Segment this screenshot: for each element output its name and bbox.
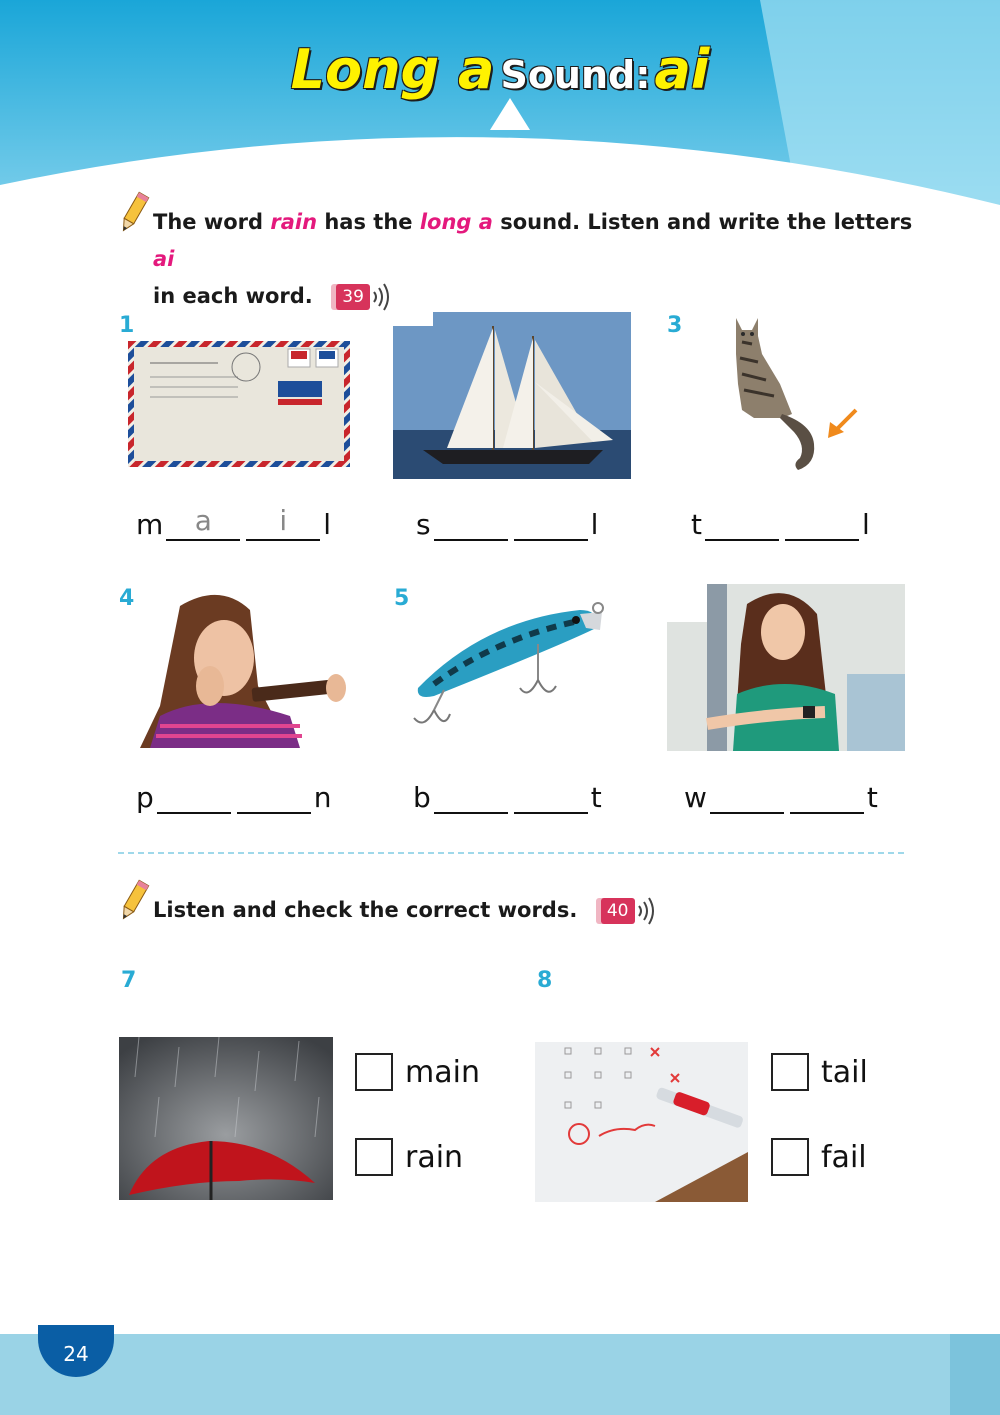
sound-icon [635,896,659,926]
failed-test-picture [535,1042,748,1202]
pencil-icon [116,190,150,236]
track-number: 39 [336,284,370,310]
girl-toothache-picture [140,586,348,748]
envelope-picture [128,341,350,467]
section-divider [118,852,904,854]
option-fail: fail [771,1138,867,1176]
blank-input[interactable] [790,776,864,814]
blank-input[interactable] [514,503,588,541]
track-number: 40 [601,898,635,924]
word-4: p n [136,776,332,814]
item-number-8: 8 [537,968,553,993]
blank-input[interactable] [785,503,859,541]
sound-icon [370,282,394,312]
word-1: m a i l [136,504,332,541]
title-long-a: Long a [290,38,495,101]
option-main: main [355,1053,480,1091]
page-number: 24 [38,1325,114,1377]
blank-input[interactable] [237,776,311,814]
title-sound: Sound: [500,53,651,97]
word-6: w t [684,776,878,814]
option-rain: rain [355,1138,463,1176]
checkbox[interactable] [355,1138,393,1176]
header-background [0,0,1000,215]
checkbox[interactable] [771,1053,809,1091]
footer-bar [0,1334,1000,1415]
umbrella-rain-picture [119,1037,333,1200]
item-number-7: 7 [121,968,137,993]
blank-input[interactable]: i [246,503,320,541]
woman-watch-picture [667,584,905,751]
fishing-lure-picture [404,600,606,736]
option-tail: tail [771,1053,868,1091]
blank-input[interactable] [434,503,508,541]
word-3: t l [691,503,870,541]
blank-input[interactable] [157,776,231,814]
blank-input[interactable] [514,776,588,814]
title-ai: ai [654,38,710,101]
pencil-icon [116,878,150,924]
item-number-1: 1 [119,313,135,338]
blank-input[interactable] [434,776,508,814]
instruction-1: The word rain has the long a sound. Listen and write the letters ai in each word. 39 [153,204,913,315]
checkbox[interactable] [771,1138,809,1176]
sailboat-picture [393,312,631,479]
instruction-2: Listen and check the correct words. 40 [153,892,853,929]
checkbox[interactable] [355,1053,393,1091]
item-number-4: 4 [119,586,135,611]
audio-track-39-button[interactable] [330,282,392,312]
audio-track-40-button[interactable] [595,896,657,926]
blank-input[interactable]: a [166,503,240,541]
word-5: b t [413,776,602,814]
cat-picture [722,314,862,478]
page-title [0,38,1000,101]
item-number-5: 5 [394,586,410,611]
footer-accent [950,1334,1000,1415]
blank-input[interactable] [710,776,784,814]
word-2: s l [416,503,598,541]
blank-input[interactable] [705,503,779,541]
item-number-3: 3 [667,313,683,338]
